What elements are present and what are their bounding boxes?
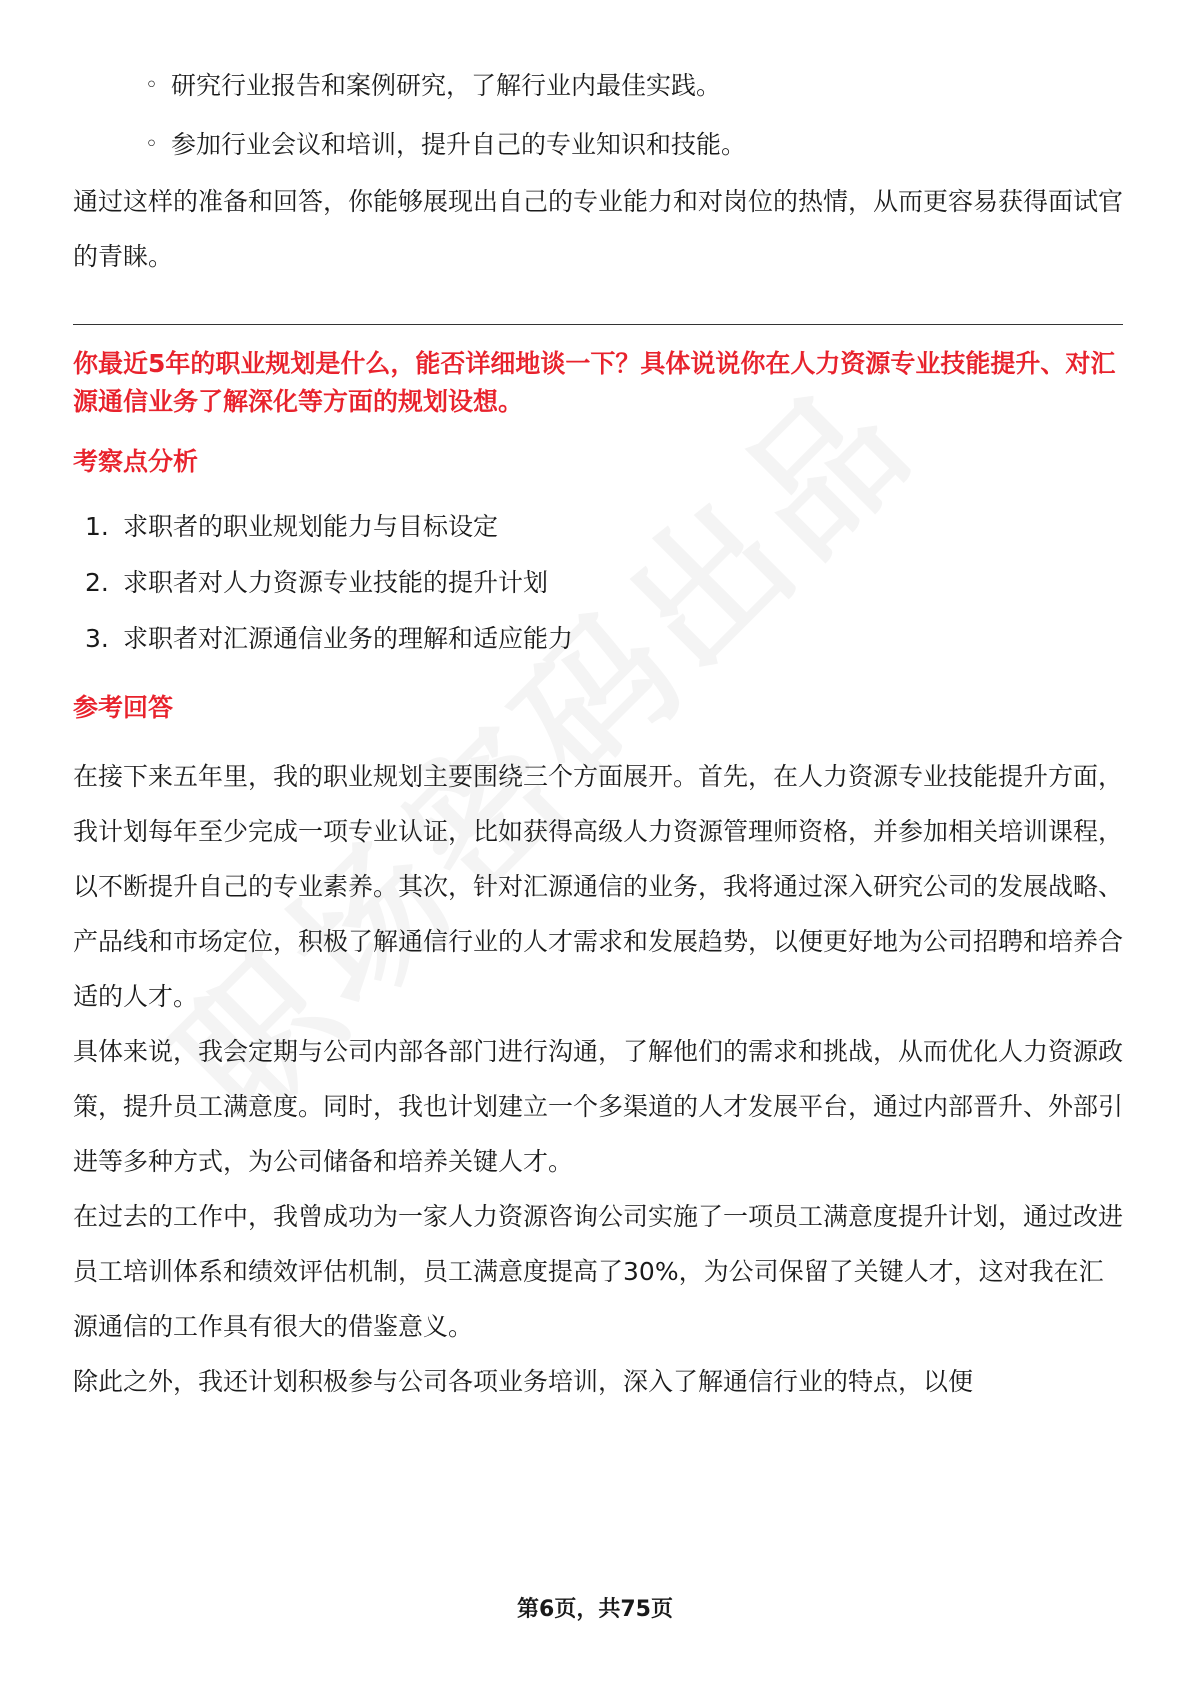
item-number: 1. [85, 512, 109, 541]
answer-paragraph: 在过去的工作中，我曾成功为一家人力资源咨询公司实施了一项员工满意度提升计划，通过改进员工培训体系和绩效评估机制，员工满意度提高了30%，为公司保留了关键人才，这对我在汇源通信的工作具有很大的借鉴意义。 [73, 1202, 1124, 1341]
list-item [85, 611, 1123, 667]
sub-bullet-list [73, 56, 1123, 174]
item-text: 求职者对人力资源专业技能的提升计划 [123, 568, 549, 597]
list-item [85, 555, 1123, 611]
section-divider [73, 324, 1123, 325]
item-number: 2. [85, 568, 109, 597]
item-number: 3. [85, 624, 109, 653]
bullet-marker: ◦ [145, 132, 158, 157]
bullet-marker: ◦ [145, 73, 158, 98]
answer-paragraph: 除此之外，我还计划积极参与公司各项业务培训，深入了解通信行业的特点，以便 [73, 1367, 974, 1396]
answer-paragraph: 在接下来五年里，我的职业规划主要围绕三个方面展开。首先，在人力资源专业技能提升方面，我计划每年至少完成一项专业认证，比如获得高级人力资源管理师资格，并参加相关培训课程，以不断提升自己的专业素养。其次，针对汇源通信的业务，我将通过深入研究公司的发展战略、产品线和市场定位，积极了解通信行业的人才需求和发展趋势，以便更好地为公司招聘和培养合适的人才。 [73, 762, 1124, 1011]
page-content [73, 56, 1123, 1409]
item-text: 求职者对汇源通信业务的理解和适应能力 [123, 624, 574, 653]
page-footer: 第6页，共75页 [517, 1597, 673, 1622]
answer-title: 参考回答 [73, 693, 174, 722]
list-item [85, 499, 1123, 555]
closing-paragraph: 通过这样的准备和回答，你能够展现出自己的专业能力和对岗位的热情，从而更容易获得面试官的青睐。 [73, 187, 1124, 271]
item-text: 求职者的职业规划能力与目标设定 [123, 512, 499, 541]
analysis-title: 考察点分析 [73, 447, 199, 476]
interview-question: 你最近5年的职业规划是什么，能否详细地谈一下？具体说说你在人力资源专业技能提升、对汇源通信业务了解深化等方面的规划设想。 [73, 349, 1116, 416]
list-item [145, 115, 1123, 174]
list-item [145, 56, 1123, 115]
analysis-list [73, 499, 1123, 667]
answer-paragraph: 具体来说，我会定期与公司内部各部门进行沟通，了解他们的需求和挑战，从而优化人力资源政策，提升员工满意度。同时，我也计划建立一个多渠道的人才发展平台，通过内部晋升、外部引进等多种方式，为公司储备和培养关键人才。 [73, 1037, 1124, 1176]
bullet-text: 参加行业会议和培训，提升自己的专业知识和技能。 [171, 130, 747, 159]
bullet-text: 研究行业报告和案例研究，了解行业内最佳实践。 [171, 71, 722, 100]
